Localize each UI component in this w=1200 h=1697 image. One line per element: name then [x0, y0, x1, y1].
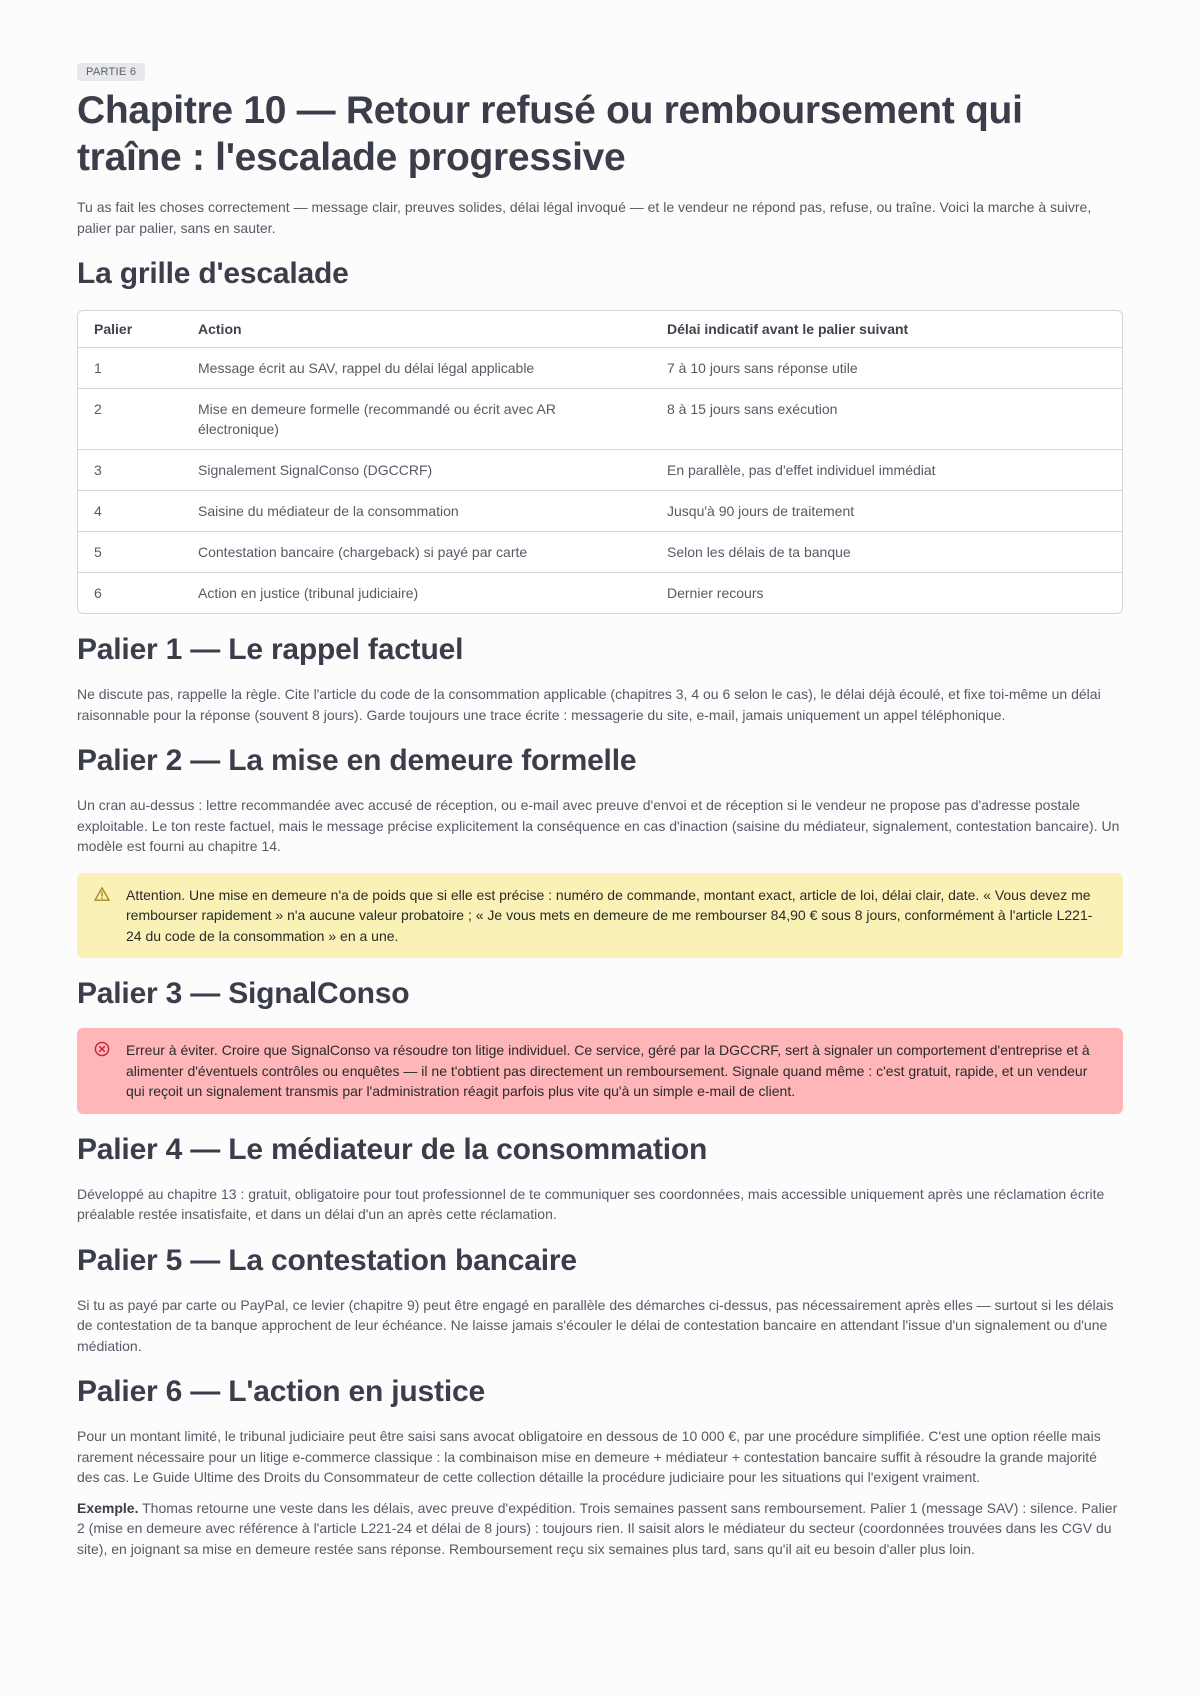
palier2-paragraph: Un cran au-dessus : lettre recommandée avec accusé de réception, ou e-mail avec preuve d'envoi et de réception si le vendeur ne propose pas d'adresse postale exploitable. Le ton reste factuel, mais le message précise explicitement la conséquence en cas d'inaction (saisine du médiateur, signalement, contestation bancaire). Un modèle est fourni au chapitre 14.: [77, 797, 1120, 854]
palier5-heading: Palier 5 — La contestation bancaire: [77, 1243, 577, 1277]
palier5-paragraph: Si tu as payé par carte ou PayPal, ce levier (chapitre 9) peut être engagé en parallèle des démarches ci-dessus, pas nécessairement après elles — surtout si les délais de contestation de ta banque approchent de leur échéance. Ne laisse jamais s'écouler le délai de contestation bancaire en attendant l'issue d'un signalement ou d'une médiation.: [77, 1296, 1114, 1354]
table-row: [78, 532, 1122, 573]
cell-delai: 8 à 15 jours sans exécution: [651, 389, 1122, 450]
column-header-delai: Délai indicatif avant le palier suivant: [667, 321, 909, 337]
column-header-palier: Palier: [94, 321, 133, 337]
cell-palier: 2: [78, 389, 182, 450]
cell-action: Action en justice (tribunal judiciaire): [182, 573, 651, 614]
page-title: Chapitre 10 — Retour refusé ou remboursement qui traîne : l'escalade progressive: [77, 89, 1023, 179]
error-circle-icon: [94, 1041, 110, 1057]
table-row: [78, 389, 1122, 450]
warning-icon: [94, 886, 110, 902]
cell-delai: En parallèle, pas d'effet individuel immédiat: [651, 450, 1122, 491]
warning-callout-text: Attention. Une mise en demeure n'a de poids que si elle est précise : numéro de commande, montant exact, article de loi, délai clair, date. « Vous devez me rembourser rapidement » n'a aucune valeur probatoire ; « Je vous mets en demeure de me rembourser 84,90 € sous 8 jours, conformément à l'article L221-24 du code de la consommation » en a une.: [126, 886, 1093, 944]
palier1-paragraph: Ne discute pas, rappelle la règle. Cite l'article du code de la consommation applicable (chapitres 3, 4 ou 6 selon le cas), le délai déjà écoulé, et fixe toi-même un délai raisonnable pour la réponse (souvent 8 jours). Garde toujours une trace écrite : messagerie du site, e-mail, jamais uniquement un appel téléphonique.: [77, 686, 1101, 723]
cell-delai: Dernier recours: [651, 573, 1122, 614]
table-row: [78, 348, 1122, 389]
table-row: [78, 491, 1122, 532]
escalation-table: [77, 310, 1123, 614]
cell-delai: Selon les délais de ta banque: [651, 532, 1122, 573]
cell-action: Contestation bancaire (chargeback) si payé par carte: [182, 532, 651, 573]
example-text: Thomas retourne une veste dans les délais, avec preuve d'expédition. Trois semaines passent sans remboursement. Palier 1 (message SAV) : silence. Palier 2 (mise en demeure avec référence à l'article L221-24 et délai de 8 jours) : toujours rien. Il saisit alors le médiateur du secteur (coordonnées trouvées dans les CGV du site), en joignant sa mise en demeure restée sans réponse. Remboursement reçu six semaines plus tard, sans qu'il ait eu besoin d'aller plus loin.: [77, 1499, 1118, 1557]
cell-palier: 6: [78, 573, 182, 614]
column-header-action: Action: [198, 321, 242, 337]
table-header-row: [78, 311, 1122, 348]
palier4-heading: Palier 4 — Le médiateur de la consommation: [77, 1132, 708, 1166]
intro-paragraph: Tu as fait les choses correctement — message clair, preuves solides, délai légal invoqué — et le vendeur ne répond pas, refuse, ou traîne. Voici la marche à suivre, palier par palier, sans en sauter.: [77, 199, 1092, 236]
warning-callout: [77, 873, 1123, 959]
grid-heading: La grille d'escalade: [77, 257, 349, 290]
palier2-heading: Palier 2 — La mise en demeure formelle: [77, 744, 637, 777]
cell-action: Signalement SignalConso (DGCCRF): [182, 450, 651, 491]
palier4-paragraph: Développé au chapitre 13 : gratuit, obligatoire pour tout professionnel de te communiquer ses coordonnées, mais accessible uniquement après une réclamation écrite préalable restée insatisfaite, et dans un délai d'un an après cette réclamation.: [77, 1185, 1105, 1222]
cell-action: Message écrit au SAV, rappel du délai légal applicable: [182, 348, 651, 389]
cell-palier: 1: [78, 348, 182, 389]
cell-delai: 7 à 10 jours sans réponse utile: [651, 348, 1122, 389]
table-row: [78, 573, 1122, 614]
error-callout: [77, 1028, 1123, 1114]
table-row: [78, 450, 1122, 491]
palier6-heading: Palier 6 — L'action en justice: [77, 1375, 485, 1408]
cell-palier: 5: [78, 532, 182, 573]
palier1-heading: Palier 1 — Le rappel factuel: [77, 633, 464, 666]
cell-action: Mise en demeure formelle (recommandé ou écrit avec AR électronique): [182, 389, 651, 450]
palier6-paragraph: Pour un montant limité, le tribunal judiciaire peut être saisi sans avocat obligatoire en dessous de 10 000 €, par une procédure simplifiée. C'est une option réelle mais rarement nécessaire pour un litige e-commerce classique : la combinaison mise en demeure + médiateur + contestation bancaire suffit à résoudre la grande majorité des cas. Le Guide Ultime des Droits du Consommateur de cette collection détaille la procédure judiciaire pour les situations qui l'exigent vraiment.: [77, 1428, 1101, 1485]
example-paragraph: [77, 1498, 1123, 1560]
error-callout-text: Erreur à éviter. Croire que SignalConso va résoudre ton litige individuel. Ce service, géré par la DGCCRF, sert à signaler un comportement d'entreprise et à alimenter d'éventuels contrôles ou enquêtes — il ne t'obtient pas directement un remboursement. Signale quand même : c'est gratuit, rapide, et un vendeur qui reçoit un signalement transmis par l'administration réagit parfois plus vite qu'à un simple e-mail de client.: [126, 1042, 1090, 1099]
cell-palier: 4: [78, 491, 182, 532]
cell-delai: Jusqu'à 90 jours de traitement: [651, 491, 1122, 532]
cell-action: Saisine du médiateur de la consommation: [182, 491, 651, 532]
example-label: Exemple.: [77, 1499, 139, 1516]
part-badge: PARTIE 6: [77, 63, 145, 81]
palier3-heading: Palier 3 — SignalConso: [77, 977, 410, 1010]
cell-palier: 3: [78, 450, 182, 491]
